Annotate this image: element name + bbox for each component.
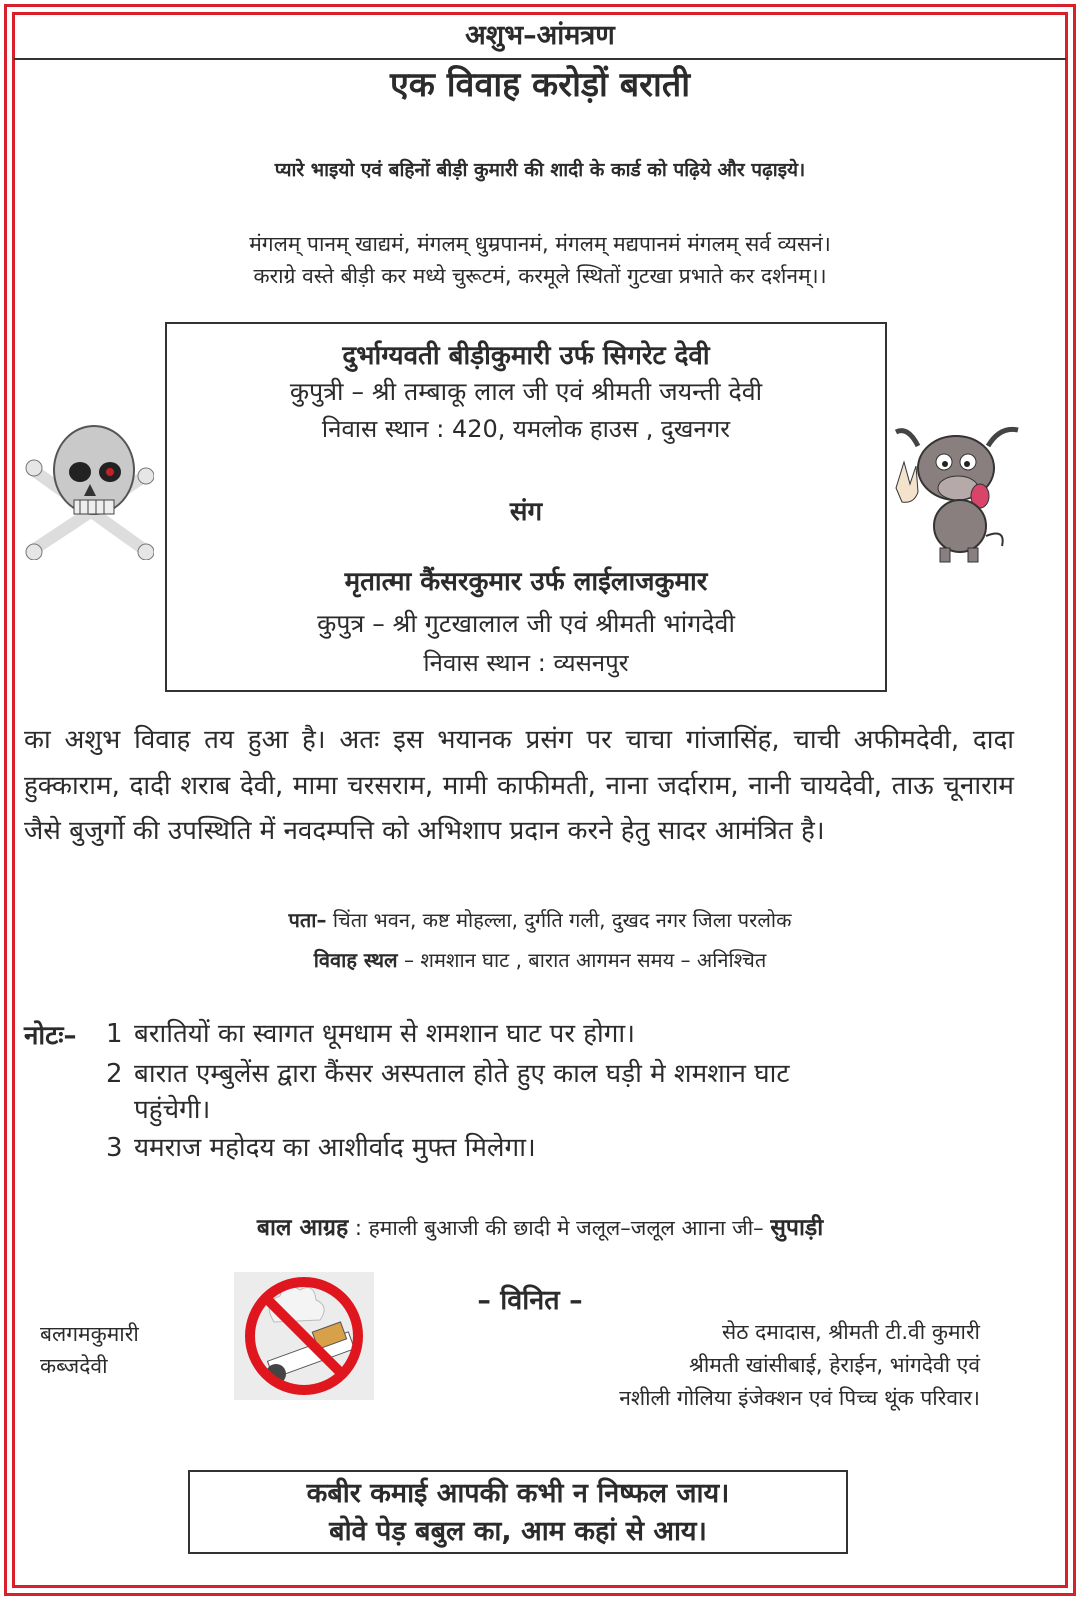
invitation-paragraph: का अशुभ विवाह तय हुआ है। अतः इस भयानक प्रसंग पर चाचा गांजासिंह, चाची अफीमदेवी, दादा हुक्काराम, दादी शराब देवी, मामा चरसराम, मामी काफीमती, नाना जर्दाराम, नानी चायदेवी, ताऊ चूनाराम जैसे बुजुर्गो की उपस्थिति में नवदम्पत्ति को अभिशाप प्रदान करने हेतु सादर आमंत्रित है।	[24, 725, 1014, 846]
closing-doha-box	[188, 1470, 848, 1554]
sang-label: संग	[509, 497, 543, 527]
right-name-1: सेठ दमादास, श्रीमती टी.वी कुमारी	[722, 1320, 980, 1344]
child-request-label: बाल आग्रह	[256, 1215, 349, 1241]
shloka	[20, 228, 1060, 292]
child-request-text: : हमाली बुआजी की छादी मे जलूल–जलूल आाना जी–	[348, 1216, 771, 1240]
right-name-2: श्रीमती खांसीबाई, हेराईन, भांगदेवी एवं	[688, 1353, 980, 1377]
note-number-1: 1	[106, 1019, 123, 1049]
notes-label: नोटः–	[24, 1021, 77, 1051]
address-label: पता–	[288, 908, 327, 932]
no-smoking-icon	[234, 1272, 374, 1400]
child-request-name: सुपाड़ी	[770, 1215, 824, 1241]
note-text-3: यमराज महोदय का आशीर्वाद मुफ्त मिलेगा।	[134, 1133, 536, 1163]
address-value: चिंता भवन, कष्ट मोहल्ला, दुर्गति गली, दुखद नगर जिला परलोक	[326, 908, 792, 932]
right-names	[440, 1316, 980, 1415]
couple-box	[165, 322, 887, 692]
groom-address: निवास स्थान : व्यसनपुर	[423, 649, 629, 677]
address-line	[20, 906, 1060, 933]
note-number-3: 3	[106, 1133, 123, 1163]
groom-name: मृतात्मा कैंसरकुमार उर्फ लाईलाजकुमार	[344, 567, 708, 597]
child-request	[20, 1210, 1060, 1242]
greeting-line: प्यारे भाइयो एवं बहिनों बीड़ी कुमारी की शादी के कार्ड को पढ़िये और पढ़ाइये।	[274, 159, 806, 181]
shloka-line-2: कराग्रे वस्ते बीड़ी कर मध्ये चुरूटमं, करमूले स्थितों गुटखा प्रभाते कर दर्शनम्।।	[253, 264, 827, 288]
right-name-3: नशीली गोलिया इंजेक्शन एवं पिच्च थूंक परिवार।	[619, 1386, 980, 1410]
groom-parents: कुपुत्र – श्री गुटखालाल जी एवं श्रीमती भांगदेवी	[317, 609, 735, 638]
left-name-1: बलगमकुमारी	[40, 1322, 139, 1346]
venue-line	[20, 946, 1060, 973]
vinit-label: – विनित –	[477, 1285, 583, 1316]
note-text-1: बरातियों का स्वागत धूमधाम से शमशान घाट पर होगा।	[134, 1019, 635, 1049]
left-name-2: कब्जदेवी	[40, 1354, 108, 1378]
header-title: अशुभ–आंमत्रण	[14, 14, 1066, 60]
bride-parents: कुपुत्री – श्री तम्बाकू लाल जी एवं श्रीमती जयन्ती देवी	[289, 377, 763, 406]
note-text-2-cont: पहुंचेगी।	[134, 1095, 211, 1125]
main-title: एक विवाह करोड़ों बराती	[389, 65, 691, 105]
doha-line-2: बोवे पेड़ बबुल का, आम कहां से आय।	[329, 1516, 707, 1547]
shloka-line-1: मंगलम् पानम् खाद्यमं, मंगलम् धुम्रपानमं, मंगलम् मद्यपानमं मंगलम् सर्व व्यसनं।	[249, 232, 831, 256]
bride-address: निवास स्थान : 420, यमलोक हाउस , दुखनगर	[321, 415, 731, 443]
doha-line-1: कबीर कमाई आपकी कभी न निष्फल जाय।	[306, 1478, 730, 1509]
note-text-2: बारात एम्बुलेंस द्वारा कैंसर अस्पताल होते हुए काल घड़ी मे शमशान घाट	[134, 1059, 790, 1089]
venue-label: विवाह स्थल	[313, 948, 398, 972]
bride-name: दुर्भाग्यवती बीड़ीकुमारी उर्फ सिगरेट देवी	[342, 341, 710, 371]
cartoon-bull-icon	[888, 418, 1028, 568]
left-names	[40, 1318, 139, 1382]
skull-crossbones-icon	[24, 420, 154, 560]
venue-value: – शमशान घाट , बारात आगमन समय – अनिश्चित	[397, 948, 767, 972]
note-number-2: 2	[106, 1059, 123, 1089]
